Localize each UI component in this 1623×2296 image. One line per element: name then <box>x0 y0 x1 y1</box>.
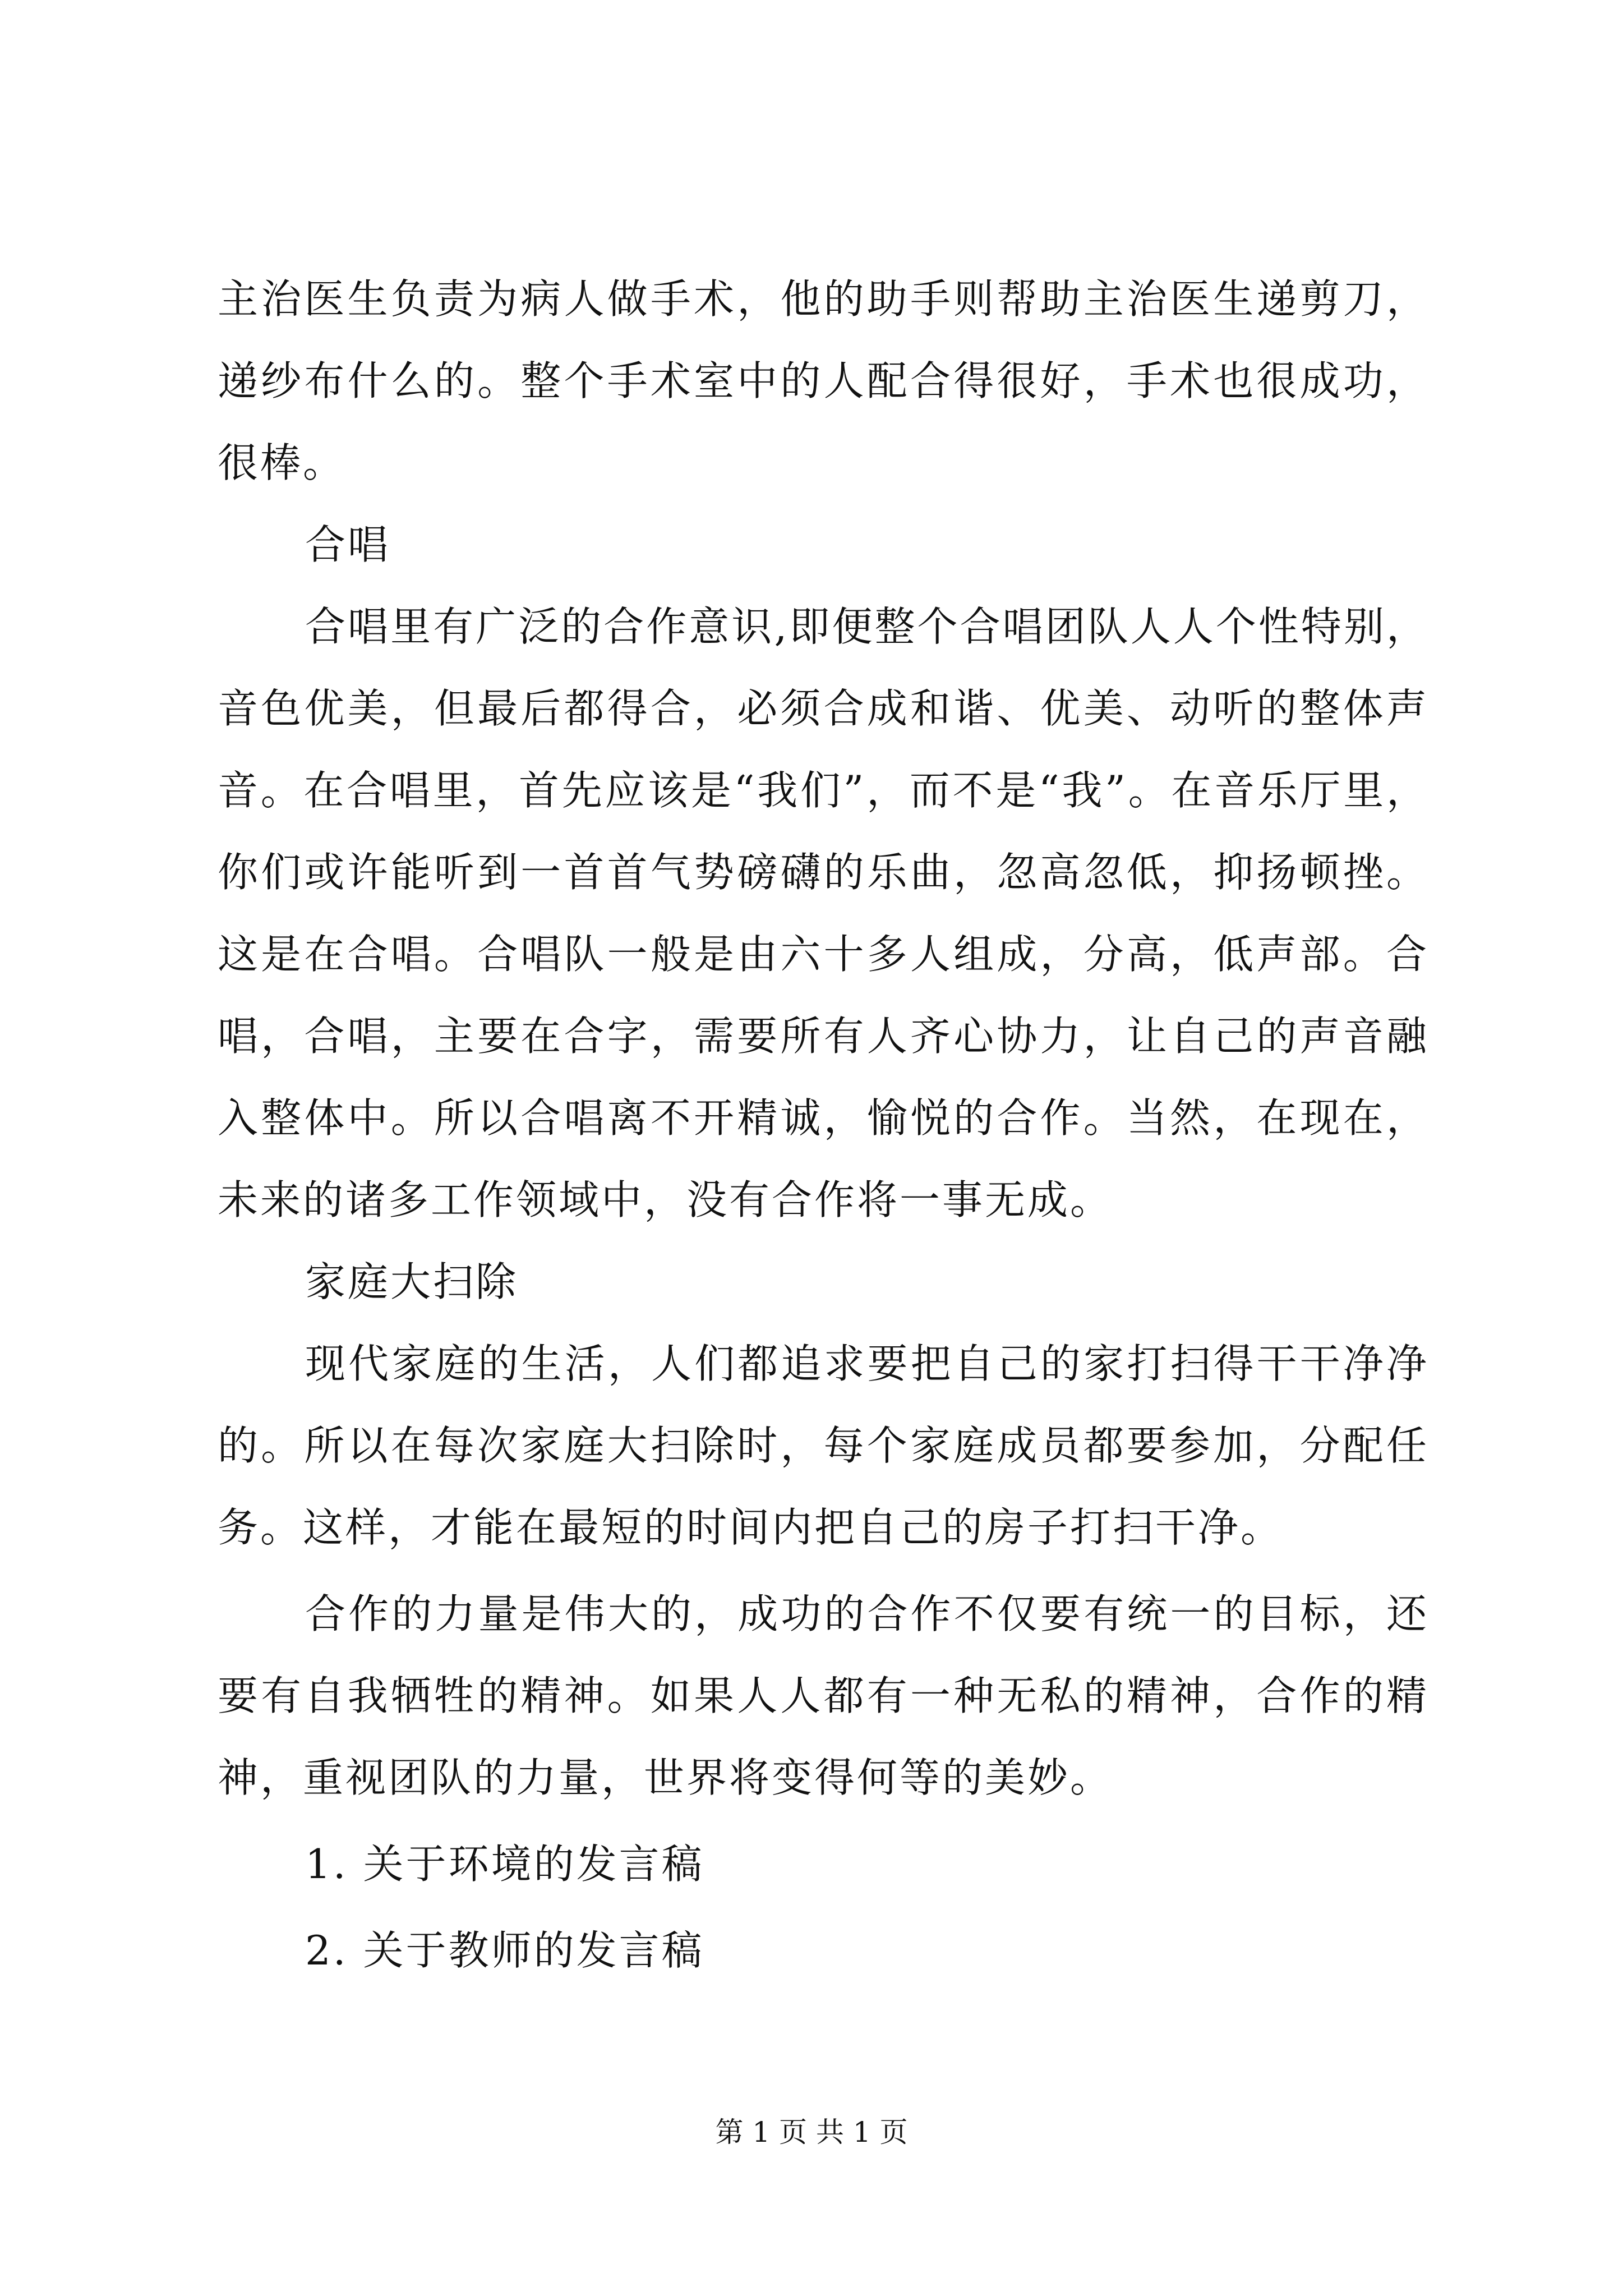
page-number-footer: 第 1 页 共 1 页 <box>715 2116 908 2148</box>
section-heading-cleaning: 家庭大扫除 <box>305 1258 519 1305</box>
paragraph-conclusion: 合作的力量是伟大的，成功的合作不仅要有统一的目标，还要有自我牺牲的精神。如果人人都有一种无私的精神，合作的精神，重视团队的力量，世界将变得何等的美妙。 <box>218 1590 1429 1801</box>
paragraph-surgery: 主治医生负责为病人做手术，他的助手则帮助主治医生递剪刀，递纱布什么的。整个手术室中的人配合得很好，手术也很成功，很棒。 <box>218 275 1429 486</box>
paragraph-cleaning: 现代家庭的生活，人们都追求要把自己的家打扫得干干净净的。所以在每次家庭大扫除时，每个家庭成员都要参加，分配任务。这样，才能在最短的时间内把自己的房子打扫干净。 <box>218 1340 1429 1551</box>
related-link-2[interactable]: 2. 关于教师的发言稿 <box>305 1927 704 1974</box>
paragraph-chorus: 合唱里有广泛的合作意识,即便整个合唱团队人人个性特别，音色优美，但最后都得合，必须合成和谐、优美、动听的整体声音。在合唱里，首先应该是“我们”，而不是“我”。在音乐厅里，你们或许能听到一首首气势磅礴的乐曲，忽高忽低，抑扬顿挫。这是在合唱。合唱队一般是由六十多人组成，分高，低声部。合唱，合唱，主要在合字，需要所有人齐心协力，让自己的声音融入整体中。所以合唱离不开精诚，愉悦的合作。当然，在现在，未来的诸多工作领域中，没有合作将一事无成。 <box>218 603 1429 1223</box>
section-heading-chorus: 合唱 <box>305 521 391 568</box>
document-body <box>218 258 1429 1991</box>
related-link-1[interactable]: 1. 关于环境的发言稿 <box>305 1841 704 1888</box>
